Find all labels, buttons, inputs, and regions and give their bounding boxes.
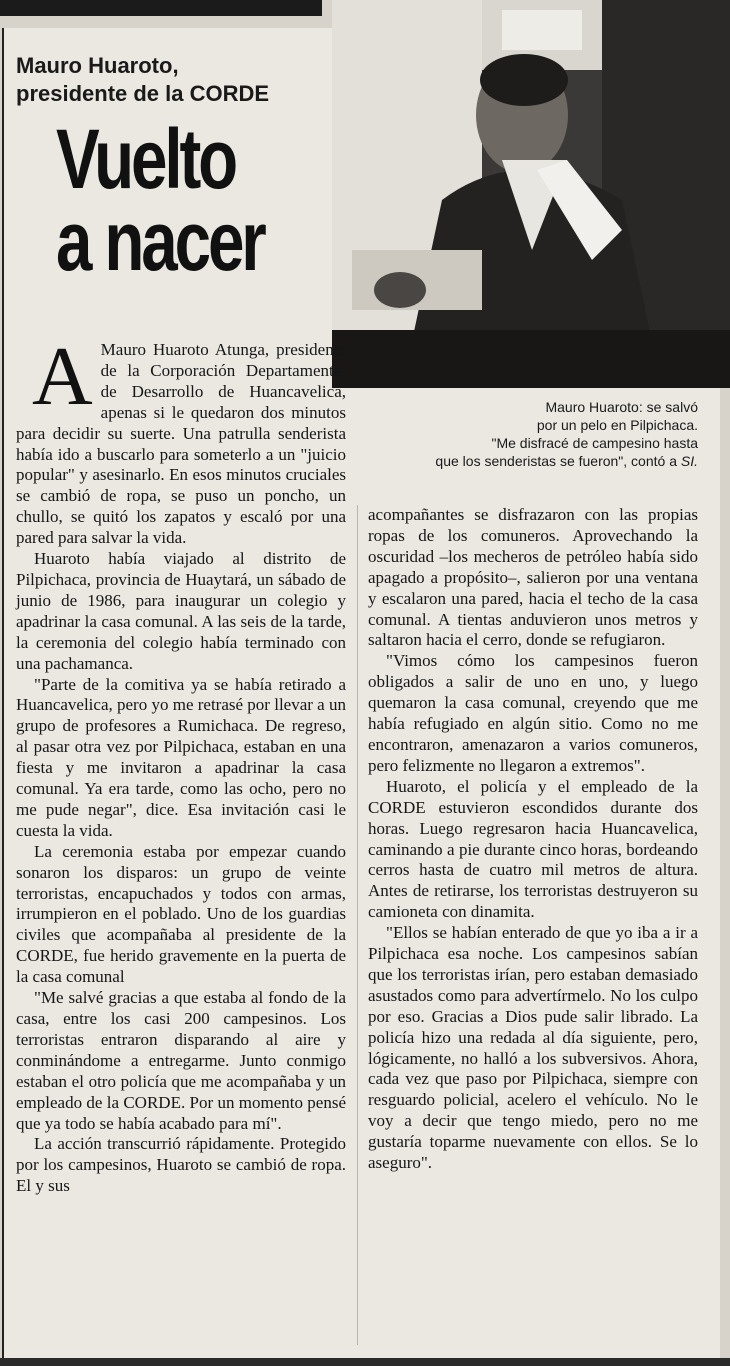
paragraph: "Me salvé gracias a que estaba al fondo de la casa, entre los casi 200 campesinos. Los terroristas entraron disparando al aire y conminándome a entregarme. Junto conmigo estaban el otro policía que me acompañaba y un empleado de la CORDE. Por un momento pensé que ya todo se había acabado para mí". xyxy=(16,988,346,1133)
paragraph: acompañantes se disfrazaron con las propias ropas de los comuneros. Aprovechando la oscuridad –los mecheros de petróleo había sido apagado a propósito–, salieron por una ventana y escalaron una pared, hacia el techo de la casa comunal. A tientas anduvieron unos metros y saltaron hacia el cerro, donde se refugiaron. xyxy=(368,505,698,650)
caption-line-1: Mauro Huaroto: se salvó xyxy=(545,399,698,415)
headline-line-2: a nacer xyxy=(56,194,264,288)
paragraph xyxy=(16,330,346,549)
paragraph: La acción transcurrió rápidamente. Protegido por los campesinos, Huaroto se cambió de ropa. El y sus xyxy=(16,1134,346,1196)
paragraph: "Ellos se habían enterado de que yo iba a ir a Pilpichaca esa noche. Los campesinos sabían que los terroristas irían, pero estaban demasiado asustados como para advertírmelo. No los culpo por eso. Gracias a Dios pude salir librado. La policía hizo una redada al día siguiente, pero, lógicamente, no halló a los subversivos. Ahora, cada vez que paso por Pilpichaca, siempre con resguardo policial, acelero el vehículo. No le voy a decir que tengo miedo, pero no me gustaría toparme nuevamente con ellos. Se lo aseguro". xyxy=(368,923,698,1173)
bottom-border-bar xyxy=(0,1358,730,1366)
portrait-photo xyxy=(332,0,730,388)
paragraph: Huaroto, el policía y el empleado de la CORDE estuvieron escondidos durante dos horas. Luego regresaron hacia Huancavelica, caminando a pie durante cinco horas, bordeando cerros hasta de cuatro mil metros de altura. Antes de retirarse, los terroristas destruyeron su camioneta con dinamita. xyxy=(368,776,698,922)
article-kicker xyxy=(16,52,336,108)
article-headline xyxy=(56,112,274,288)
caption-line-2: por un pelo en Pilpichaca. xyxy=(536,417,698,433)
caption-magazine: SI. xyxy=(680,453,698,469)
kicker-line-1: Mauro Huaroto, xyxy=(16,53,179,78)
drop-cap: A xyxy=(32,330,93,423)
body-column-1 xyxy=(16,330,346,1197)
caption-line-4-text: que los senderistas se fueron", contó a xyxy=(435,453,681,469)
photo-caption xyxy=(392,398,698,470)
caption-line-4 xyxy=(392,452,698,470)
column-divider xyxy=(357,505,358,1345)
portrait-illustration xyxy=(332,0,730,388)
paragraph: Huaroto había viajado al distrito de Pilpichaca, provincia de Huaytará, un sábado de junio de 1986, para inaugurar un colegio y apadrinar la casa comunal. A las seis de la tarde, la ceremonia del colegio había terminado con una pachamanca. xyxy=(16,549,346,673)
paragraph: La ceremonia estaba por empezar cuando sonaron los disparos: un grupo de veinte terroristas, encapuchados y todos con armas, irrumpieron en el poblado. Uno de los guardias civiles que acompañaba al presidente de la CORDE, fue herido gravemente en la puerta de la casa comunal xyxy=(16,841,346,987)
caption-line-3: "Me disfracé de campesino hasta xyxy=(491,435,698,451)
kicker-line-2: presidente de la CORDE xyxy=(16,81,270,106)
paragraph: "Vimos cómo los campesinos fueron obligados a salir de uno en uno, y luego quemaron la casa comunal, creyendo que me había refugiado en algún sitio. Como no me encontraron, amenazaron a varios comuneros, pero felizmente no llegaron a extremos". xyxy=(368,651,698,775)
body-column-2 xyxy=(368,505,698,1174)
paragraph-text: Mauro Huaroto Atunga, presidente de la Corporación Departamental de Desarrollo de Huancavelica, apenas si le quedaron dos minutos para decidir su suerte. Una patrulla senderista había ido a buscarlo para someterlo a un "juicio popular" y asesinarlo. En esos minutos cruciales se cambió de ropa, se puso un poncho, un chullo, se quitó los zapatos y escaló por una pared para salvar la vida. xyxy=(16,340,346,548)
paragraph: "Parte de la comitiva ya se había retirado a Huancavelica, pero yo me retrasé por llevar a un grupo de profesores a Rumichaca. De regreso, al pasar otra vez por Pilpichaca, estaban en una fiesta y me invitaron a apadrinar la casa comunal. Ya era tarde, como las ocho, pero no me pude negar", dice. Esa invitación casi le cuesta la vida. xyxy=(16,674,346,840)
top-border-bar xyxy=(0,0,322,16)
headline-line-1: Vuelto xyxy=(56,112,236,206)
